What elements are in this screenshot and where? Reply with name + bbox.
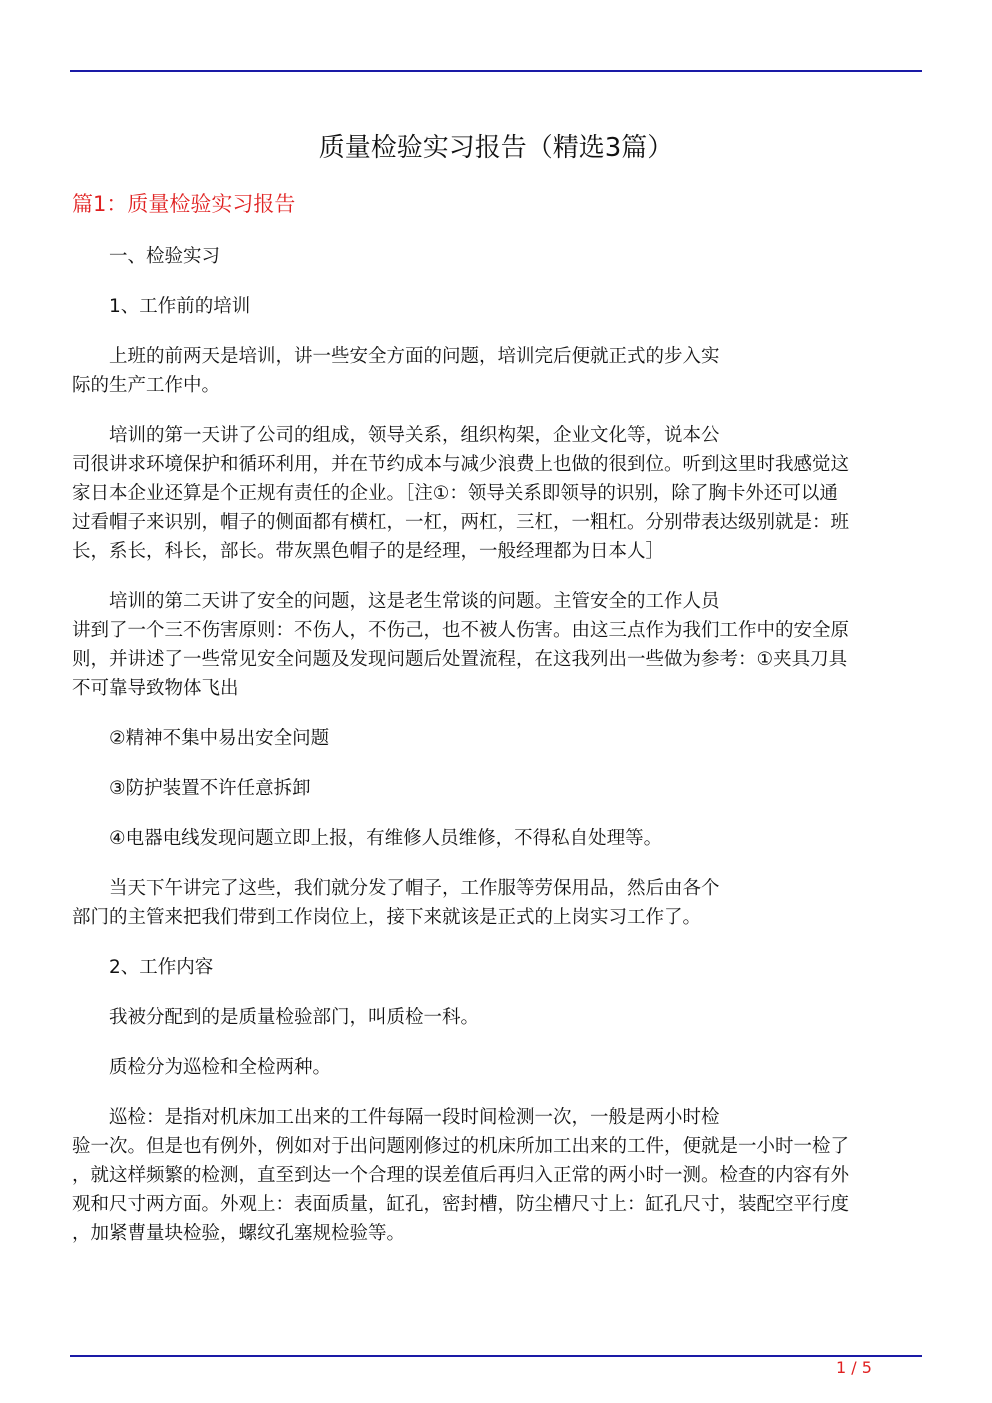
paragraph: [72, 292, 922, 321]
text-line: 当天下午讲完了这些，我们就分发了帽子，工作服等劳保用品，然后由各个: [109, 878, 720, 899]
text-line: 我被分配到的是质量检验部门，叫质检一科。: [109, 1007, 480, 1028]
paragraph: [72, 953, 922, 982]
paragraph: [72, 421, 922, 566]
paragraph: [72, 1103, 922, 1248]
text-line: ②精神不集中易出安全问题: [109, 728, 330, 749]
footer-rule: [70, 1355, 922, 1357]
paragraph: [72, 587, 922, 703]
document-title: 质量检验实习报告（精选3篇）: [318, 133, 674, 163]
text-line: 质检分为巡检和全检两种。: [109, 1057, 332, 1078]
text-line: ，就这样频繁的检测，直至到达一个合理的误差值后再归入正常的两小时一测。检查的内容有外: [72, 1165, 850, 1186]
text-line: 际的生产工作中。: [72, 375, 221, 396]
paragraph: [72, 242, 922, 271]
paragraph: [72, 724, 922, 753]
text-line: 巡检：是指对机床加工出来的工件每隔一段时间检测一次，一般是两小时检: [109, 1107, 720, 1128]
paragraph: [72, 774, 922, 803]
paragraph: [72, 824, 922, 853]
page-number: 1 / 5: [836, 1358, 872, 1377]
paragraph: [72, 342, 922, 400]
text-line: 一、检验实习: [109, 246, 221, 267]
text-line: ③防护装置不许任意拆卸: [109, 778, 311, 799]
text-line: 验一次。但是也有例外，例如对于出问题刚修过的机床所加工出来的工件，便就是一小时一检了: [72, 1136, 850, 1157]
text-line: 则，并讲述了一些常见安全问题及发现问题后处置流程，在这我列出一些做为参考：①夹具刀具: [72, 649, 848, 670]
paragraph: [72, 1003, 922, 1032]
text-line: 过看帽子来识别，帽子的侧面都有横杠，一杠，两杠，三杠，一粗杠。分别带表达级别就是：班: [72, 512, 850, 533]
paragraph: [72, 1053, 922, 1082]
text-line: ，加紧曹量块检验，螺纹孔塞规检验等。: [72, 1223, 406, 1244]
section-heading: 篇1：质量检验实习报告: [72, 192, 296, 216]
document-body: [72, 242, 922, 1269]
text-line: 司很讲求环境保护和循环利用，并在节约成本与减少浪费上也做的很到位。听到这里时我感觉这: [72, 454, 850, 475]
text-line: ④电器电线发现问题立即上报，有维修人员维修，不得私自处理等。: [109, 828, 663, 849]
text-line: 2、工作内容: [109, 957, 214, 978]
text-line: 长，系长，科长，部长。带灰黑色帽子的是经理，一般经理都为日本人］: [72, 541, 665, 562]
text-line: 不可靠导致物体飞出: [72, 678, 239, 699]
text-line: 部门的主管来把我们带到工作岗位上，接下来就该是正式的上岗实习工作了。: [72, 907, 702, 928]
text-line: 培训的第一天讲了公司的组成，领导关系，组织构架，企业文化等，说本公: [109, 425, 720, 446]
text-line: 讲到了一个三不伤害原则：不伤人，不伤己，也不被人伤害。由这三点作为我们工作中的安全原: [72, 620, 850, 641]
text-line: 培训的第二天讲了安全的问题，这是老生常谈的问题。主管安全的工作人员: [109, 591, 720, 612]
header-rule: [70, 70, 922, 72]
text-line: 家日本企业还算是个正规有责任的企业。［注①：领导关系即领导的识别，除了胸卡外还可以通: [72, 483, 838, 504]
text-line: 1、工作前的培训: [109, 296, 251, 317]
text-line: 观和尺寸两方面。外观上：表面质量，缸孔，密封槽，防尘槽尺寸上：缸孔尺寸，装配空平行度: [72, 1194, 850, 1215]
text-line: 上班的前两天是培训，讲一些安全方面的问题，培训完后便就正式的步入实: [109, 346, 720, 367]
paragraph: [72, 874, 922, 932]
